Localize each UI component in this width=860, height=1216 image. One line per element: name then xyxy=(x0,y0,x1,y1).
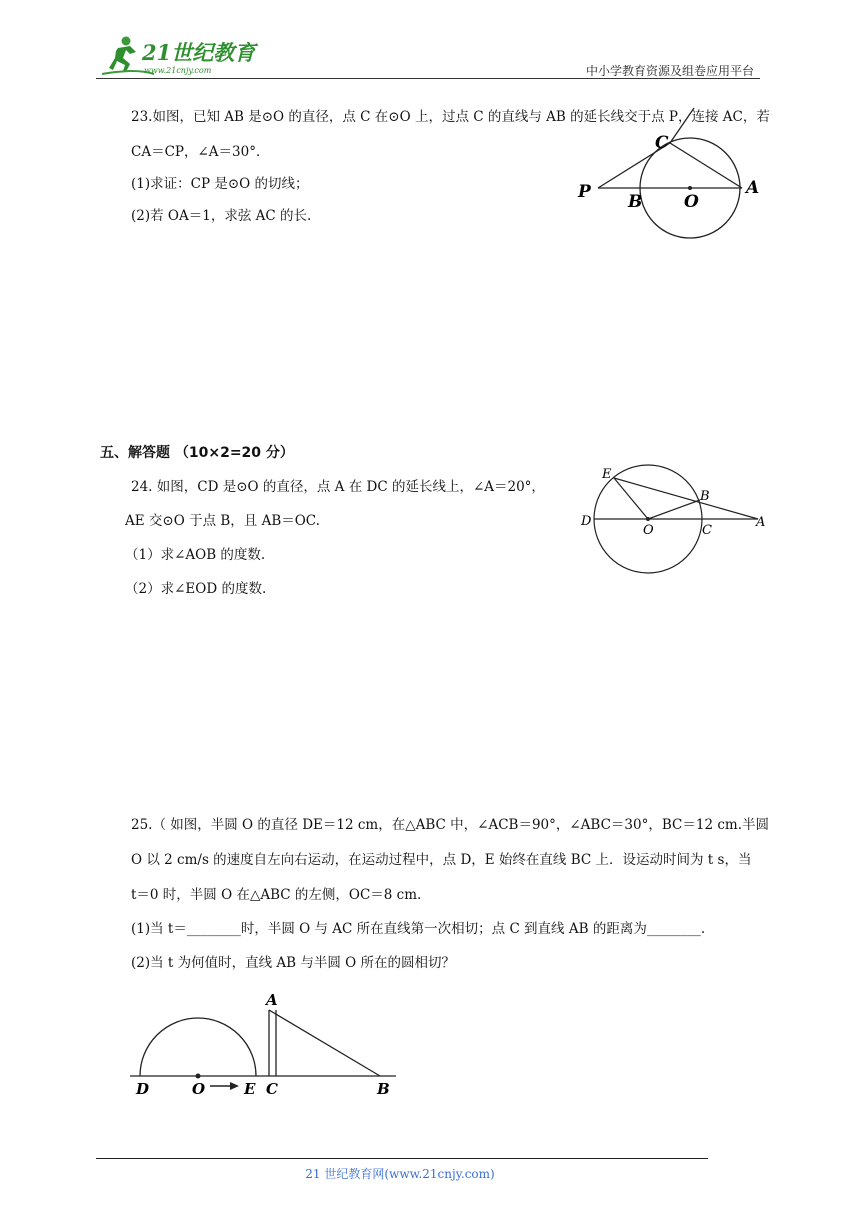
q25-label-b: B xyxy=(377,1080,390,1098)
header-rule xyxy=(96,78,760,79)
q24-label-d: D xyxy=(581,514,592,529)
q24-label-o: O xyxy=(643,523,654,538)
q25-label-e: E xyxy=(244,1080,256,1098)
q24-line2: AE 交⊙O 于点 B，且 AB＝OC. xyxy=(125,513,320,529)
q24-part1: （1）求∠AOB 的度数. xyxy=(125,547,266,563)
q24-line1: 24. 如图，CD 是⊙O 的直径，点 A 在 DC 的延长线上，∠A＝20°， xyxy=(131,479,545,495)
q25-figure xyxy=(124,988,414,1098)
q25-line1: 25.（ 如图，半圆 O 的直径 DE＝12 cm，在△ABC 中，∠ACB＝90°，∠ABC＝30°，BC＝12 cm.半圆 xyxy=(131,817,769,833)
q23-part1: (1)求证：CP 是⊙O 的切线； xyxy=(131,176,309,192)
section5-title: 五、解答题 （10×2=20 分） xyxy=(100,445,294,461)
q25-part2: (2)当 t 为何值时，直线 AB 与半圆 O 所在的圆相切？ xyxy=(131,955,456,971)
q24-label-b: B xyxy=(700,489,710,504)
q25-label-d: D xyxy=(136,1080,150,1098)
q25-label-c: C xyxy=(266,1080,278,1098)
platform-name: 中小学教育资源及组卷应用平台 xyxy=(585,64,754,78)
q23-figure xyxy=(570,100,770,245)
q23-part2: (2)若 OA＝1，求弦 AC 的长. xyxy=(131,208,312,224)
q23-label-p: P xyxy=(578,182,591,202)
q25-label-a: A xyxy=(266,991,278,1009)
q25-line3: t＝0 时，半圆 O 在△ABC 的左侧，OC＝8 cm. xyxy=(131,887,422,903)
footer-text: 21 世纪教育网(www.21cnjy.com) xyxy=(305,1167,495,1181)
q23-label-o: O xyxy=(684,192,699,212)
q24-figure xyxy=(578,458,768,578)
footer-rule xyxy=(96,1158,708,1159)
q24-label-c: C xyxy=(702,523,712,538)
logo-text: 21世纪教育 xyxy=(142,40,256,65)
q23-label-b: B xyxy=(628,192,643,212)
q24-label-a: A xyxy=(756,515,766,530)
q23-line1: 23.如图，已知 AB 是⊙O 的直径，点 C 在⊙O 上，过点 C 的直线与 AB 的延长线交于点 P，连接 AC，若 xyxy=(131,109,770,125)
q25-line2: O 以 2 cm/s 的速度自左向右运动，在运动过程中，点 D，E 始终在直线 BC 上．设运动时间为 t s，当 xyxy=(131,852,752,868)
site-logo xyxy=(96,34,266,78)
q23-label-c: C xyxy=(655,133,669,153)
q25-part1: (1)当 t＝________时，半圆 O 与 AC 所在直线第一次相切；点 C 到直线 AB 的距离为________. xyxy=(131,921,706,937)
q25-label-o: O xyxy=(192,1080,206,1098)
q24-part2: （2）求∠EOD 的度数. xyxy=(125,581,267,597)
q23-line2: CA＝CP，∠A＝30°． xyxy=(131,144,270,160)
q23-label-a: A xyxy=(746,178,760,198)
q24-label-e: E xyxy=(602,467,612,482)
logo-url: www.21cnjy.com xyxy=(144,66,212,75)
